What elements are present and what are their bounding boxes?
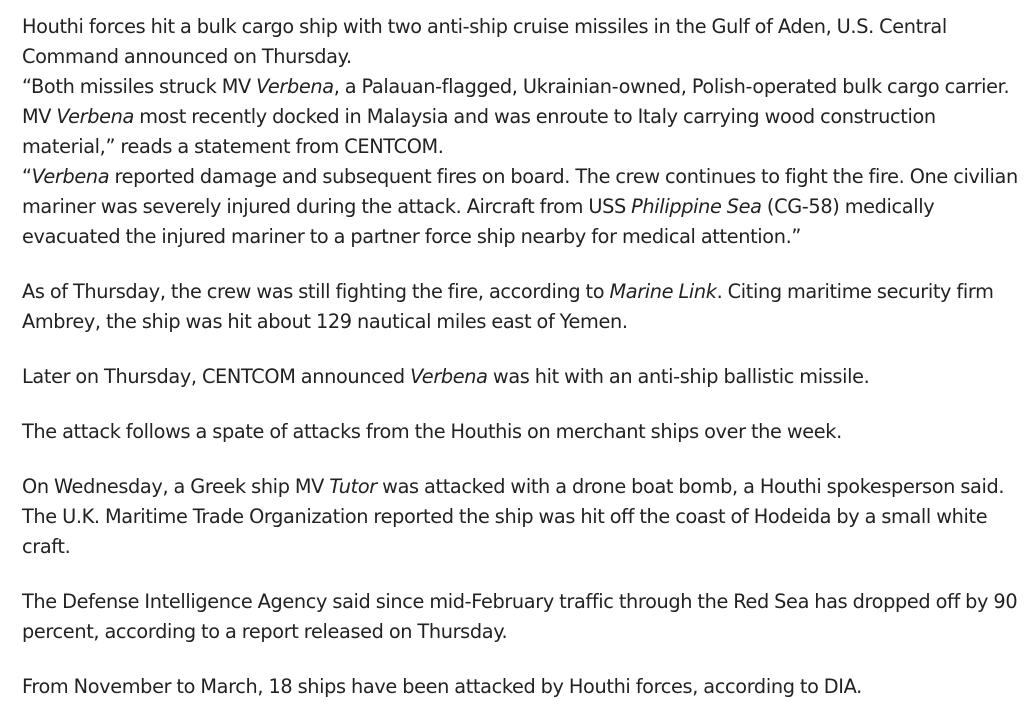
ship-name-philippine-sea: Philippine Sea bbox=[631, 195, 762, 218]
ship-name-verbena: Verbena bbox=[256, 75, 334, 98]
text-span: On Wednesday, a Greek ship MV bbox=[22, 475, 330, 498]
ship-name-tutor: Tutor bbox=[329, 475, 377, 498]
text-span: “Both missiles struck MV bbox=[22, 75, 257, 98]
publication-marine-link: Marine Link bbox=[609, 280, 717, 303]
article-body bbox=[22, 12, 1028, 702]
text-span: most recently docked in Malaysia and was enroute to Italy carrying wood construction material,” reads a statement from CENTCOM. bbox=[22, 105, 936, 158]
text-span: (CG-58) medically evacuated the injured mariner to a partner force ship nearby for medical attention.” bbox=[22, 195, 935, 248]
paragraph-4 bbox=[22, 277, 1028, 337]
text-span: As of Thursday, the crew was still fighting the fire, according to bbox=[22, 280, 610, 303]
paragraph-9: From November to March, 18 ships have been attacked by Houthi forces, according to DIA. bbox=[22, 675, 862, 698]
paragraph-7 bbox=[22, 472, 1028, 562]
text-span: , a Palauan-flagged, Ukrainian-owned, Polish-operated bulk cargo carrier. MV bbox=[22, 75, 1010, 128]
paragraph-1: Houthi forces hit a bulk cargo ship with two anti-ship cruise missiles in the Gulf of Aden, U.S. Central Command announced on Thursday. bbox=[22, 15, 947, 68]
text-span: Later on Thursday, CENTCOM announced bbox=[22, 365, 411, 388]
text-span: was attacked with a drone boat bomb, a Houthi spokesperson said. The U.K. Maritime Trade Organization reported the ship was hit off the coast of Hodeida by a small white craft. bbox=[22, 475, 1005, 558]
text-span: “ bbox=[22, 165, 32, 188]
text-span: . Citing maritime security firm Ambrey, the ship was hit about 129 nautical miles east of Yemen. bbox=[22, 280, 994, 333]
paragraph-5 bbox=[22, 362, 1028, 392]
paragraph-6: The attack follows a spate of attacks from the Houthis on merchant ships over the week. bbox=[22, 420, 842, 443]
ship-name-verbena: Verbena bbox=[31, 165, 110, 188]
text-span: was hit with an anti-ship ballistic missile. bbox=[487, 365, 870, 388]
text-span: reported damage and subsequent fires on board. The crew continues to fight the fire. One civilian mariner was severely injured during the attack. Aircraft from USS bbox=[22, 165, 1018, 218]
ship-name-verbena: Verbena bbox=[56, 105, 134, 128]
ship-name-verbena: Verbena bbox=[410, 365, 488, 388]
paragraph-2-quote bbox=[22, 72, 1028, 162]
paragraph-3-quote bbox=[22, 162, 1028, 252]
paragraph-8: The Defense Intelligence Agency said since mid-February traffic through the Red Sea has dropped off by 90 percent, according to a report released on Thursday. bbox=[22, 590, 1018, 643]
